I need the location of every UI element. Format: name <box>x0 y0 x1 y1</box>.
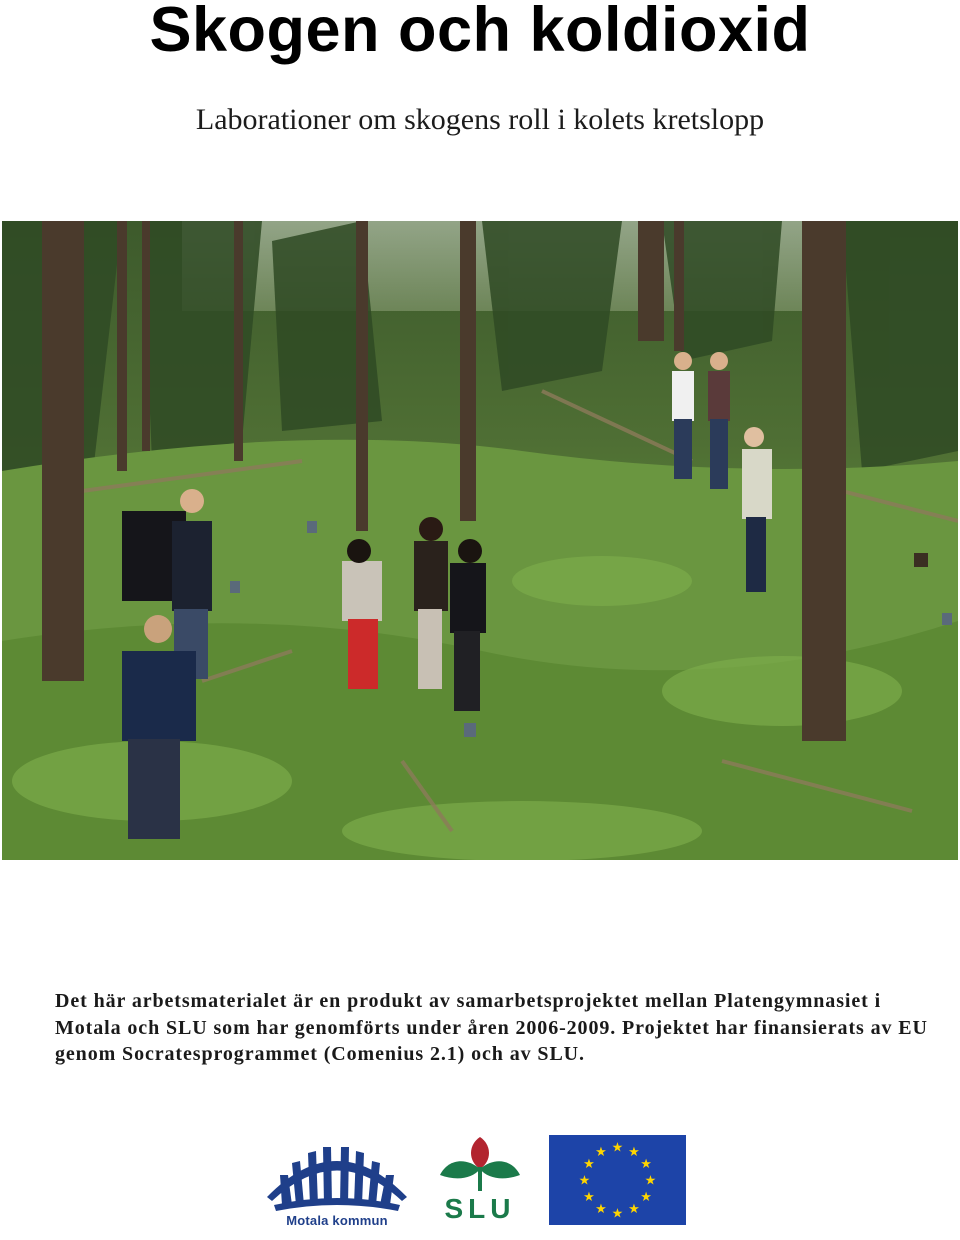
forest-photo <box>2 221 958 860</box>
svg-text:★: ★ <box>628 1202 640 1218</box>
slu-label: SLU <box>444 1193 516 1224</box>
svg-text:★: ★ <box>583 1190 595 1205</box>
motala-kommun-logo <box>262 1135 412 1235</box>
page-subtitle: Laborationer om skogens roll i kolets kretslopp <box>195 103 765 136</box>
slu-logo <box>432 1129 528 1229</box>
motala-crown-icon <box>262 1135 412 1213</box>
svg-text:★: ★ <box>644 1173 657 1189</box>
motala-label: Motala kommun <box>286 1213 388 1228</box>
svg-text:★: ★ <box>611 1140 624 1156</box>
svg-text:★: ★ <box>640 1157 652 1172</box>
slu-leaf-icon <box>432 1129 528 1195</box>
svg-text:★: ★ <box>611 1206 624 1222</box>
logo-row <box>0 1125 960 1235</box>
svg-text:★: ★ <box>583 1157 595 1172</box>
intro-paragraph: Det här arbetsmaterialet är en produkt av samarbetsprojektet mellan Platengymnasiet i Motala och SLU som har genomförts under åren 2006-2009. Projektet har finansierats av EU genom Socratesprogrammet (Comenius 2.1) och av SLU. <box>55 990 928 1065</box>
svg-text:★: ★ <box>595 1144 607 1160</box>
eu-flag-icon <box>549 1135 686 1225</box>
svg-text:★: ★ <box>628 1144 640 1160</box>
page-title: Skogen och koldioxid <box>149 0 811 65</box>
svg-text:★: ★ <box>640 1190 652 1205</box>
svg-text:★: ★ <box>595 1202 607 1218</box>
svg-text:★: ★ <box>578 1173 591 1189</box>
eu-flag-logo <box>549 1135 686 1225</box>
